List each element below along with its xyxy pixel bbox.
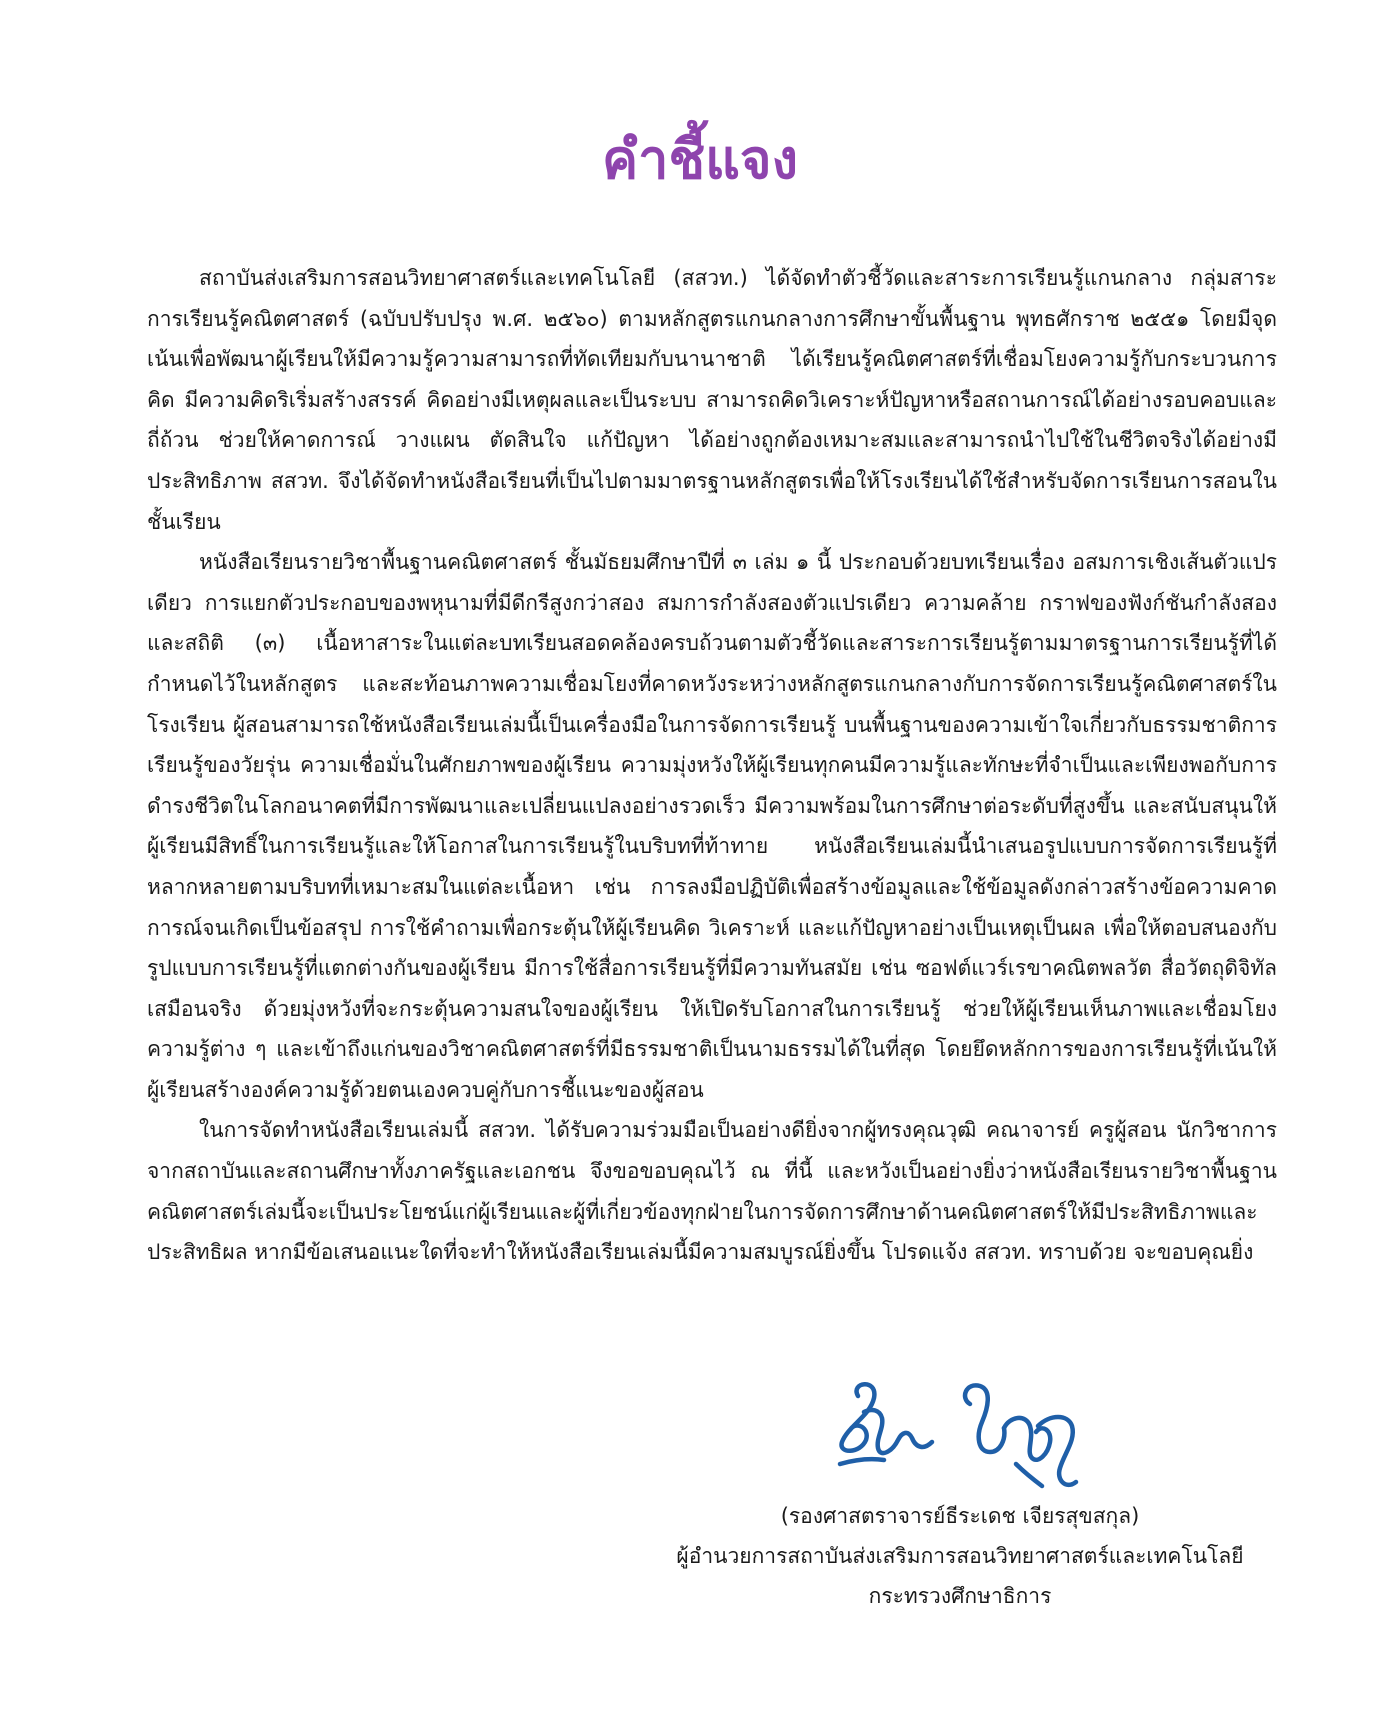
signer-organization: กระทรวงศึกษาธิการ [868, 1584, 1052, 1608]
paragraph-intro: สถาบันส่งเสริมการสอนวิทยาศาสตร์และเทคโนโลยี (สสวท.) ได้จัดทำตัวชี้วัดและสาระการเรียนรู้แกนกลาง กลุ่มสาระการเรียนรู้คณิตศาสตร์ (ฉบับปรับปรุง พ.ศ. ๒๕๖๐) ตามหลักสูตรแกนกลางการศึกษาขั้นพื้นฐาน พุทธศักราช ๒๕๕๑ โดยมีจุดเน้นเพื่อพัฒนาผู้เรียนให้มีความรู้ความสามารถที่ทัดเทียมกับนานาชาติ ได้เรียนรู้คณิตศาสตร์ที่เชื่อมโยงความรู้กับกระบวนการคิด มีความคิดริเริ่มสร้างสรรค์ คิดอย่างมีเหตุผลและเป็นระบบ สามารถคิดวิเคราะห์ปัญหาหรือสถานการณ์ได้อย่างรอบคอบและถี่ถ้วน ช่วยให้คาดการณ์ วางแผน ตัดสินใจ แก้ปัญหา ได้อย่างถูกต้องเหมาะสมและสามารถนำไปใช้ในชีวิตจริงได้อย่างมีประสิทธิภาพ สสวท. จึงได้จัดทำหนังสือเรียนที่เป็นไปตามมาตรฐานหลักสูตรเพื่อให้โรงเรียนได้ใช้สำหรับจัดการเรียนการสอนในชั้นเรียน [147, 266, 1277, 534]
signer-block [620, 1496, 1300, 1616]
page-title: คำชี้แจง [602, 128, 798, 191]
paragraph-book-content: หนังสือเรียนรายวิชาพื้นฐานคณิตศาสตร์ ชั้นมัธยมศึกษาปีที่ ๓ เล่ม ๑ นี้ ประกอบด้วยบทเรียนเรื่อง อสมการเชิงเส้นตัวแปรเดียว การแยกตัวประกอบของพหุนามที่มีดีกรีสูงกว่าสอง สมการกำลังสองตัวแปรเดียว ความคล้าย กราฟของฟังก์ชันกำลังสอง และสถิติ (๓) เนื้อหาสาระในแต่ละบทเรียนสอดคล้องครบถ้วนตามตัวชี้วัดและสาระการเรียนรู้ตามมาตรฐานการเรียนรู้ที่ได้กำหนดไว้ในหลักสูตร และสะท้อนภาพความเชื่อมโยงที่คาดหวังระหว่างหลักสูตรแกนกลางกับการจัดการเรียนรู้คณิตศาสตร์ในโรงเรียน ผู้สอนสามารถใช้หนังสือเรียนเล่มนี้เป็นเครื่องมือในการจัดการเรียนรู้ บนพื้นฐานของความเข้าใจเกี่ยวกับธรรมชาติการเรียนรู้ของวัยรุ่น ความเชื่อมั่นในศักยภาพของผู้เรียน ความมุ่งหวังให้ผู้เรียนทุกคนมีความรู้และทักษะที่จำเป็นและเพียงพอกับการดำรงชีวิตในโลกอนาคตที่มีการพัฒนาและเปลี่ยนแปลงอย่างรวดเร็ว มีความพร้อมในการศึกษาต่อระดับที่สูงขึ้น และสนับสนุนให้ผู้เรียนมีสิทธิ์ในการเรียนรู้และให้โอกาสในการเรียนรู้ในบริบทที่ท้าทาย หนังสือเรียนเล่มนี้นำเสนอรูปแบบการจัดการเรียนรู้ที่หลากหลายตามบริบทที่เหมาะสมในแต่ละเนื้อหา เช่น การลงมือปฏิบัติเพื่อสร้างข้อมูลและใช้ข้อมูลดังกล่าวสร้างข้อความคาดการณ์จนเกิดเป็นข้อสรุป การใช้คำถามเพื่อกระตุ้นให้ผู้เรียนคิด วิเคราะห์ และแก้ปัญหาอย่างเป็นเหตุเป็นผล เพื่อให้ตอบสนองกับรูปแบบการเรียนรู้ที่แตกต่างกันของผู้เรียน มีการใช้สื่อการเรียนรู้ที่มีความทันสมัย เช่น ซอฟต์แวร์เรขาคณิตพลวัต สื่อวัตถุดิจิทัลเสมือนจริง ด้วยมุ่งหวังที่จะกระตุ้นความสนใจของผู้เรียน ให้เปิดรับโอกาสในการเรียนรู้ ช่วยให้ผู้เรียนเห็นภาพและเชื่อมโยงความรู้ต่าง ๆ และเข้าถึงแก่นของวิชาคณิตศาสตร์ที่มีธรรมชาติเป็นนามธรรมได้ในที่สุด โดยยึดหลักการของการเรียนรู้ที่เน้นให้ผู้เรียนสร้างองค์ความรู้ด้วยตนเองควบคู่กับการชี้แนะของผู้สอน [147, 550, 1277, 1102]
document-body [147, 258, 1277, 1273]
handwritten-signature [820, 1368, 1090, 1500]
signer-name: (รองศาสตราจารย์ธีระเดช เจียรสุขสกุล) [780, 1504, 1140, 1528]
signer-position: ผู้อำนวยการสถาบันส่งเสริมการสอนวิทยาศาสตร์และเทคโนโลยี [676, 1544, 1244, 1568]
paragraph-acknowledgement: ในการจัดทำหนังสือเรียนเล่มนี้ สสวท. ได้รับความร่วมมือเป็นอย่างดียิ่งจากผู้ทรงคุณวุฒิ คณาจารย์ ครูผู้สอน นักวิชาการจากสถาบันและสถานศึกษาทั้งภาครัฐและเอกชน จึงขอขอบคุณไว้ ณ ที่นี้ และหวังเป็นอย่างยิ่งว่าหนังสือเรียนรายวิชาพื้นฐานคณิตศาสตร์เล่มนี้จะเป็นประโยชน์แก่ผู้เรียนและผู้ที่เกี่ยวข้องทุกฝ่ายในการจัดการศึกษาด้านคณิตศาสตร์ให้มีประสิทธิภาพและประสิทธิผล หากมีข้อเสนอแนะใดที่จะทำให้หนังสือเรียนเล่มนี้มีความสมบูรณ์ยิ่งขึ้น โปรดแจ้ง สสวท. ทราบด้วย จะขอบคุณยิ่ง [147, 1118, 1277, 1265]
